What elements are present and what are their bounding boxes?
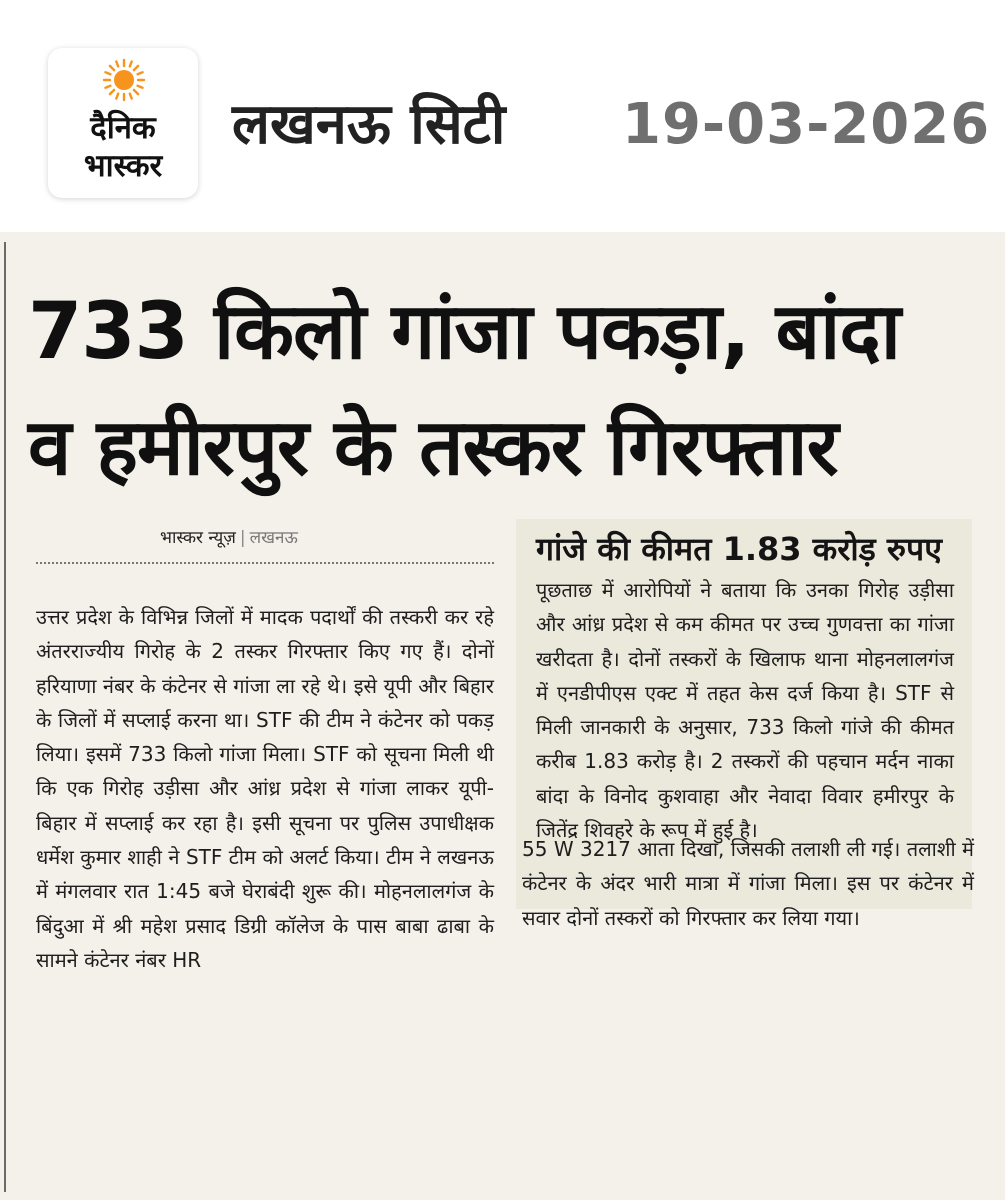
edition-title: लखनऊ सिटी [232, 92, 506, 157]
sun-icon [102, 58, 146, 102]
clipping-edge-line [4, 242, 6, 1192]
page-header [0, 0, 1005, 230]
newspaper-clipping[interactable] [0, 232, 1005, 1200]
dainik-bhaskar-logo[interactable] [48, 48, 198, 198]
article-headline [28, 274, 988, 506]
byline-location: लखनऊ [249, 528, 298, 548]
byline-source: भास्कर न्यूज़ [160, 528, 236, 548]
article-body-right: 55 W 3217 आता दिखा, जिसकी तलाशी ली गई। तलाशी में कंटेनर के अंदर भारी मात्रा में गांजा मिला। इस पर कंटेनर में सवार दोनों तस्करों को गिरफ्तार कर लिया गया। [522, 837, 974, 930]
article-body-left: उत्तर प्रदेश के विभिन्न जिलों में मादक पदार्थों की तस्करी कर रहे अंतरराज्यीय गिरोह के 2 तस्कर गिरफ्तार किए गए हैं। दोनों हरियाणा नंबर के कंटेनर से गांजा ला रहे थे। इसे यूपी और बिहार के जिलों में सप्लाई करना था। STF की टीम ने कंटेनर को पकड़ लिया। इसमें 733 किलो गांजा मिला। STF को सूचना मिली थी कि एक गिरोह उड़ीसा और आंध्र प्रदेश से गांजा लाकर यूपी-बिहार में सप्लाई कर रहा है। इसी सूचना पर पुलिस उपाधीक्षक धर्मेश कुमार शाही ने STF टीम को अलर्ट किया। टीम ने लखनऊ में मंगलवार रात 1:45 बजे घेराबंदी शुरू की। मोहनलालगंज के बिंदुआ में श्री महेश प्रसाद डिग्री कॉलेज के पास बाबा ढाबा के सामने कंटेनर नंबर HR [36, 605, 494, 972]
logo-text-dainik: दैनिक [90, 110, 156, 146]
logo-text-bhaskar: भास्कर [83, 148, 163, 184]
box-body: पूछताछ में आरोपियों ने बताया कि उनका गिरोह उड़ीसा और आंध्र प्रदेश से कम कीमत पर उच्च गुणवत्ता का गांजा खरीदता है। दोनों तस्करों के खिलाफ थाना मोहनलालगंज में एनडीपीएस एक्ट में तहत केस दर्ज किया है। STF से मिली जानकारी के अनुसार, 733 किलो गांजे की कीमत करीब 1.83 करोड़ है। 2 तस्करों की पहचान मर्दन नाका बांदा के विनोद कुशवाहा और नेवादा विवार हमीरपुर के जितेंद्र शिवहरे के रूप में हुई है। [536, 578, 954, 843]
headline-line-2: व हमीरपुर के तस्कर गिरफ्तार [28, 403, 838, 493]
dotted-divider [36, 562, 494, 564]
box-title: गांजे की कीमत 1.83 करोड़ रुपए [536, 530, 942, 568]
article-byline [160, 525, 298, 548]
edition-date: 19-03-2026 [622, 92, 991, 157]
headline-line-1: 733 किलो गांजा पकड़ा, बांदा [28, 287, 900, 377]
byline-separator: | [239, 528, 246, 548]
